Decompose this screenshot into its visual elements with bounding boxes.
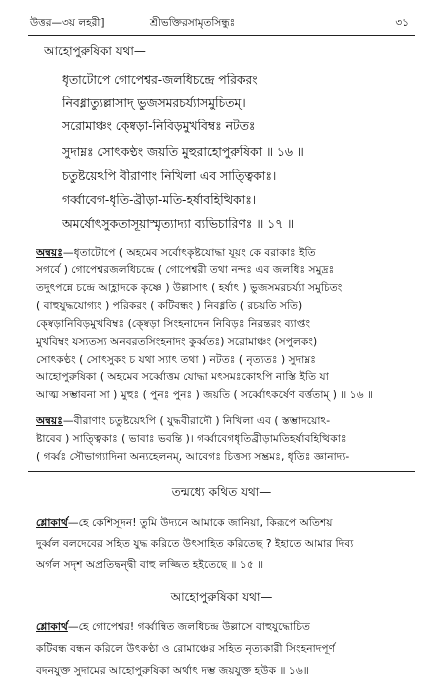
header-rule (28, 35, 415, 36)
commentary-line: অন্বয়ঃ—বীরাণাং চতুষ্টয়েঽপি ( যুদ্ধবীরাদৌ ) নিখিলা এব ( স্তম্ভাদয়োঽ- (36, 414, 331, 427)
verse-line: নিবধ্নাত্যুল্লাসাদ্ ভুজসমরচর্য্যাসমুচিতম্। (62, 96, 246, 110)
section-rule (28, 471, 415, 472)
running-header-chapter: উত্তর—৩য় লহরী] (30, 17, 105, 29)
section-heading: আহোপুরুষিকা যথা— (170, 590, 273, 604)
verse-line: অমর্ষোৎসুকতাসূয়াস্মৃত্যাদ্যা ব্যভিচারিণঃ ॥ ১৭ ॥ (62, 217, 294, 231)
commentary-line: আহোপুরুষিকা ( অহমেব সর্ব্বোত্তম যোদ্ধা মৎসমঃকোঽপি নাস্তি ইতি যা (36, 370, 329, 383)
verse-line: চতুষ্টয়েঽপি বীরাণাং নিখিলা এব সাত্ত্বিকাঃ। (62, 169, 277, 183)
commentary-line: সগর্বে ) গোপেশ্বরজলধিচন্দ্রে ( গোপেশ্বরী তথা নন্দঃ এব জলধিঃ সমুদ্রঃ (36, 263, 335, 276)
page-number: ৩১ (395, 17, 409, 29)
commentary-line: ( গর্ব্বঃ সৌভাগ্যাদিনা অন্যহেলনম্, আবেগঃ চিত্তস্য সম্ভ্রমঃ, ধৃতিঃ জ্ঞানাদ্য- (36, 450, 350, 463)
commentary-line: ষ্টাবেব ) সাত্ত্বিকাঃ ( ভাবাঃ ভবন্তি )। গর্ব্বাবেগধৃতিব্রীড়ামতিহর্ষাবহিত্থিকাঃ (36, 432, 347, 445)
translation-line: শ্লোকার্থ—হে গোপেশ্বর! গর্ব্বান্বিত জলধিচন্দ্র উল্লাসে বাহুযুদ্ধোচিত (36, 620, 311, 633)
verse-line: সরোমাঞ্চং ক্ষ্বেড়া-নিবিড়মুখবিম্বঃ নটতঃ (62, 119, 256, 133)
commentary-line: আত্ম সম্ভাবনা সা ) মুহুঃ ( পুনঃ পুনঃ ) জয়তি ( সর্ব্বোৎকর্ষেণ বর্ত্ততাম্ ) ॥ ১৬ ॥ (36, 388, 374, 401)
commentary-label: অন্বয়ঃ (36, 246, 63, 259)
commentary-label: অন্বয়ঃ (36, 414, 63, 427)
section-heading: তন্মধ্যে কথিত যথা— (171, 485, 272, 499)
commentary-line: ( বাহুযুদ্ধযোগ্যং ) পরিকরং ( কটিবন্ধং ) নিবধ্নতি ( রচয়তি সতি) (36, 299, 303, 312)
commentary-line: সোৎকণ্ঠং ( সোৎসুকং চ যথা স্যাৎ তথা ) নটতঃ ( নৃত্যতঃ ) সুদাম্নঃ (36, 353, 316, 366)
verse-line: ধৃতাটোপে গোপেশ্বর-জলধিচন্দ্রে পরিকরং (62, 73, 258, 87)
translation-line: বদনযুক্ত সুদামের আহোপুরুষিকা অর্থাৎ দম্ভ জয়যুক্ত হউক ॥ ১৬॥ (36, 664, 309, 677)
verse-line: সুদাম্নঃ সোৎকণ্ঠং জয়তি মুহুরাহোপুরুষিকা ॥ ১৬ ॥ (62, 145, 304, 159)
translation-line: দুর্ব্বল বলদেবের সহিত যুদ্ধ করিতে উৎসাহিত করিতেছ ? ইহাতে আমার দিব্য (36, 537, 354, 550)
translation-label: শ্লোকার্থ (36, 516, 68, 529)
commentary-line: মুখবিম্বং যস্যতস্য অনবরতসিংহনাদং কুর্ব্বতঃ) সরোমাঞ্চং (সপুলকং) (36, 335, 318, 348)
running-header-title: শ্রীভক্তিরসামৃতসিন্ধুঃ (150, 17, 236, 29)
commentary-line: অন্বয়ঃ—ধৃতাটোপে ( অহমেব সর্বোৎকৃষ্টযোদ্ধা যূয়ং কে বরাকাঃ ইতি (36, 246, 316, 259)
translation-line: কটিবন্ধ বন্ধন করিলে উৎকণ্ঠা ও রোমাঞ্চের সহিত নৃত্যকারী সিংহনাদপূর্ণ (36, 642, 336, 655)
verse-line: গর্ব্বাবেগ-ধৃতি-ব্রীড়া-মতি-হর্ষাবহিত্থিকাঃ। (62, 193, 257, 207)
commentary-line: ক্ষ্বেড়ানিবিড়মুখবিম্বঃ (ক্ষ্বেড়া সিংহনাদেন নিবিড়ঃ নিরন্তরং ব্যাপ্তং (36, 317, 311, 330)
verse-intro: আহোপুরুষিকা যথা— (44, 44, 146, 58)
commentary-line: তদুৎপন্নে চন্দ্রে আহ্লাদকে কৃষ্ণে ) উল্লাসাৎ ( হর্ষাৎ ) ভুজসমরচর্য্যা সমুচিতং (36, 281, 343, 294)
translation-line: শ্লোকার্থ—হে কেশিসূদন! তুমি উদ্যনে আমাকে জানিয়া, কিরূপে অতিশয় (36, 516, 333, 529)
translation-line: অর্গল সদৃশ অপ্রতিদ্বন্দ্বী বাহু লজ্জিত হইতেছে ॥ ১৫ ॥ (36, 558, 264, 571)
translation-label: শ্লোকার্থ (36, 620, 68, 633)
